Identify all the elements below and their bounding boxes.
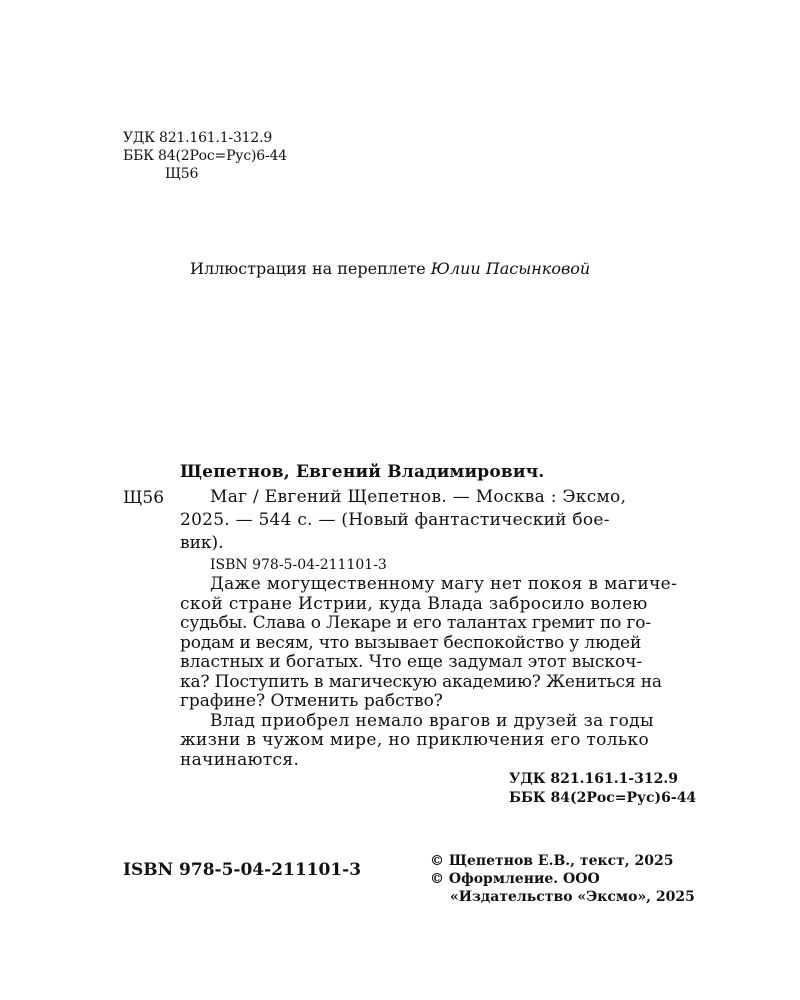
bbk-code-top: ББК 84(2Рос=Рус)6-44 (123, 148, 287, 164)
annotation-line: властных и богатых. Что еще задумал этот выскоч- (180, 652, 643, 672)
illustration-credit (190, 259, 590, 278)
bbk-code-bottom: ББК 84(2Рос=Рус)6-44 (509, 790, 697, 806)
annotation-line: судьбы. Слава о Лекаре и его талантах гремит по го- (180, 613, 651, 633)
bibliographic-description (180, 486, 714, 555)
description-line: Маг / Евгений Щепетнов. — Москва : Эксмо, (210, 487, 627, 507)
annotation-line: начинаются. (180, 749, 300, 770)
udk-code-top: УДК 821.161.1-312.9 (123, 130, 273, 146)
annotation-line: Даже могущественному магу нет покоя в магиче- (210, 574, 678, 594)
isbn-entry: ISBN 978-5-04-211101-3 (210, 557, 387, 573)
isbn-footer: ISBN 978-5-04-211101-3 (123, 860, 362, 880)
illustration-artist: Юлии Пасынковой (430, 259, 591, 278)
udk-code-bottom: УДК 821.161.1-312.9 (509, 771, 679, 787)
description-line: вик). (180, 533, 224, 553)
description-line: 2025. — 544 с. — (Новый фантастический бое- (180, 510, 610, 530)
copyright-line: © Щепетнов Е.В., текст, 2025 (430, 853, 674, 869)
annotation-line: ка? Поступить в магическую академию? Жениться на (180, 671, 662, 692)
illustration-prefix: Иллюстрация на переплете (190, 259, 431, 278)
copyright-block (430, 852, 695, 906)
author-code-entry: Щ56 (123, 488, 165, 508)
classification-codes-bottom (509, 770, 696, 808)
author-heading: Щепетнов, Евгений Владимирович. (180, 462, 545, 482)
annotation-line: графине? Отменить рабство? (180, 691, 443, 711)
annotation-line: Влад приобрел немало врагов и друзей за годы (210, 710, 654, 731)
author-code-top: Щ56 (165, 166, 199, 182)
annotation-line: ской стране Истрии, куда Влада забросило волею (180, 593, 648, 614)
copyright-line: «Издательство «Эксмо», 2025 (450, 889, 695, 905)
annotation-line: родам и весям, что вызывает беспокойство у людей (180, 632, 642, 653)
annotation-line: жизни в чужом мире, но приключения его только (180, 730, 650, 750)
copyright-line: © Оформление. ООО (430, 871, 600, 887)
annotation (180, 575, 714, 770)
